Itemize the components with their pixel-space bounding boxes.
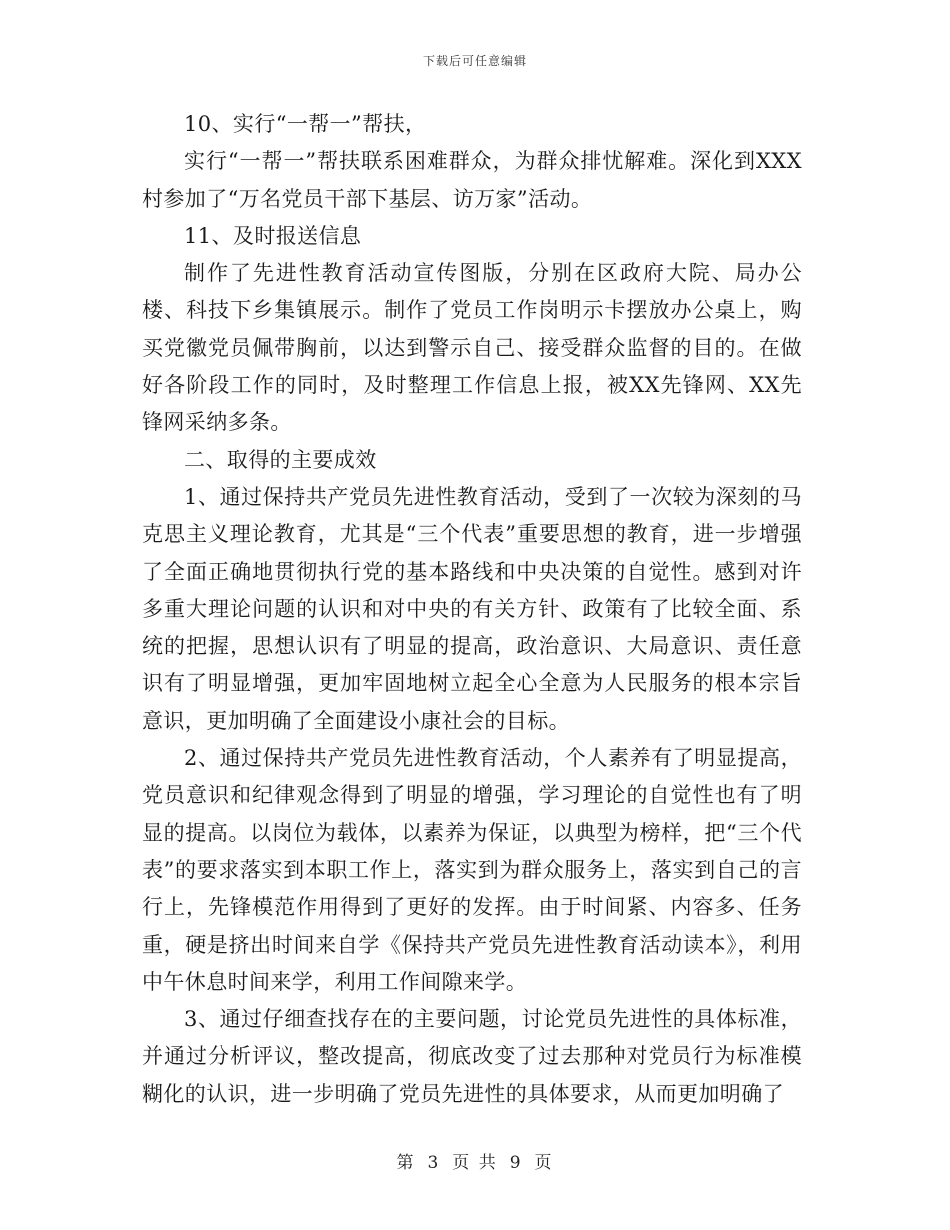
page-number: 3: [427, 1153, 441, 1173]
paragraph: 制作了先进性教育活动宣传图版，分别在区政府大院、局办公楼、科技下乡集镇展示。制作了党员工作岗明示卡摆放办公桌上，购买党徽党员佩带胸前，以达到警示自己、接受群众监督的目的。在做好各阶段工作的同时，及时整理工作信息上报，被XX先锋网、XX先锋网采纳多条。: [142, 261, 802, 435]
footer-suffix: 页: [534, 1153, 554, 1173]
paragraph: 1、通过保持共产党员先进性教育活动，受到了一次较为深刻的马克思主义理论教育，尤其是“三个代表”重要思想的教育，进一步增强了全面正确地贯彻执行党的基本路线和中央决策的自觉性。感到对许多重大理论问题的认识和对中央的有关方针、政策有了比较全面、系统的把握，思想认识有了明显的提高，政治意识、大局意识、责任意识有了明显增强，更加牢固地树立起全心全意为人民服务的根本宗旨意识，更加明确了全面建设小康社会的目标。: [142, 484, 802, 733]
paragraph: 3、通过仔细查找存在的主要问题，讨论党员先进性的具体标准，并通过分析评议，整改提高，彻底改变了过去那种对党员行为标准模糊化的认识，进一步明确了党员先进性的具体要求，从而更加明确了: [142, 1007, 802, 1106]
page-header: 下载后可任意编辑: [422, 54, 527, 68]
footer-prefix: 第: [396, 1153, 416, 1173]
page-total: 9: [509, 1153, 523, 1173]
paragraph: 11、及时报送信息: [184, 223, 362, 248]
document-body: [142, 106, 802, 1113]
paragraph: 10、实行“一帮一”帮扶，: [184, 112, 427, 136]
paragraph: 实行“一帮一”帮扶联系困难群众，为群众排忧解难。深化到XXX村参加了“万名党员干部下基层、访万家”活动。: [142, 149, 802, 211]
footer-middle: 页 共: [452, 1153, 498, 1173]
section-heading: 二、取得的主要成效: [184, 447, 377, 472]
page-footer: [0, 1148, 950, 1173]
paragraph: 2、通过保持共产党员先进性教育活动，个人素养有了明显提高，党员意识和纪律观念得到了明显的增强，学习理论的自觉性也有了明显的提高。以岗位为载体，以素养为保证，以典型为榜样，把“三个代表”的要求落实到本职工作上，落实到为群众服务上，落实到自己的言行上，先锋模范作用得到了更好的发挥。由于时间紧、内容多、任务重，硬是挤出时间来自学《保持共产党员先进性教育活动读本》，利用中午休息时间来学，利用工作间隙来学。: [142, 746, 802, 994]
